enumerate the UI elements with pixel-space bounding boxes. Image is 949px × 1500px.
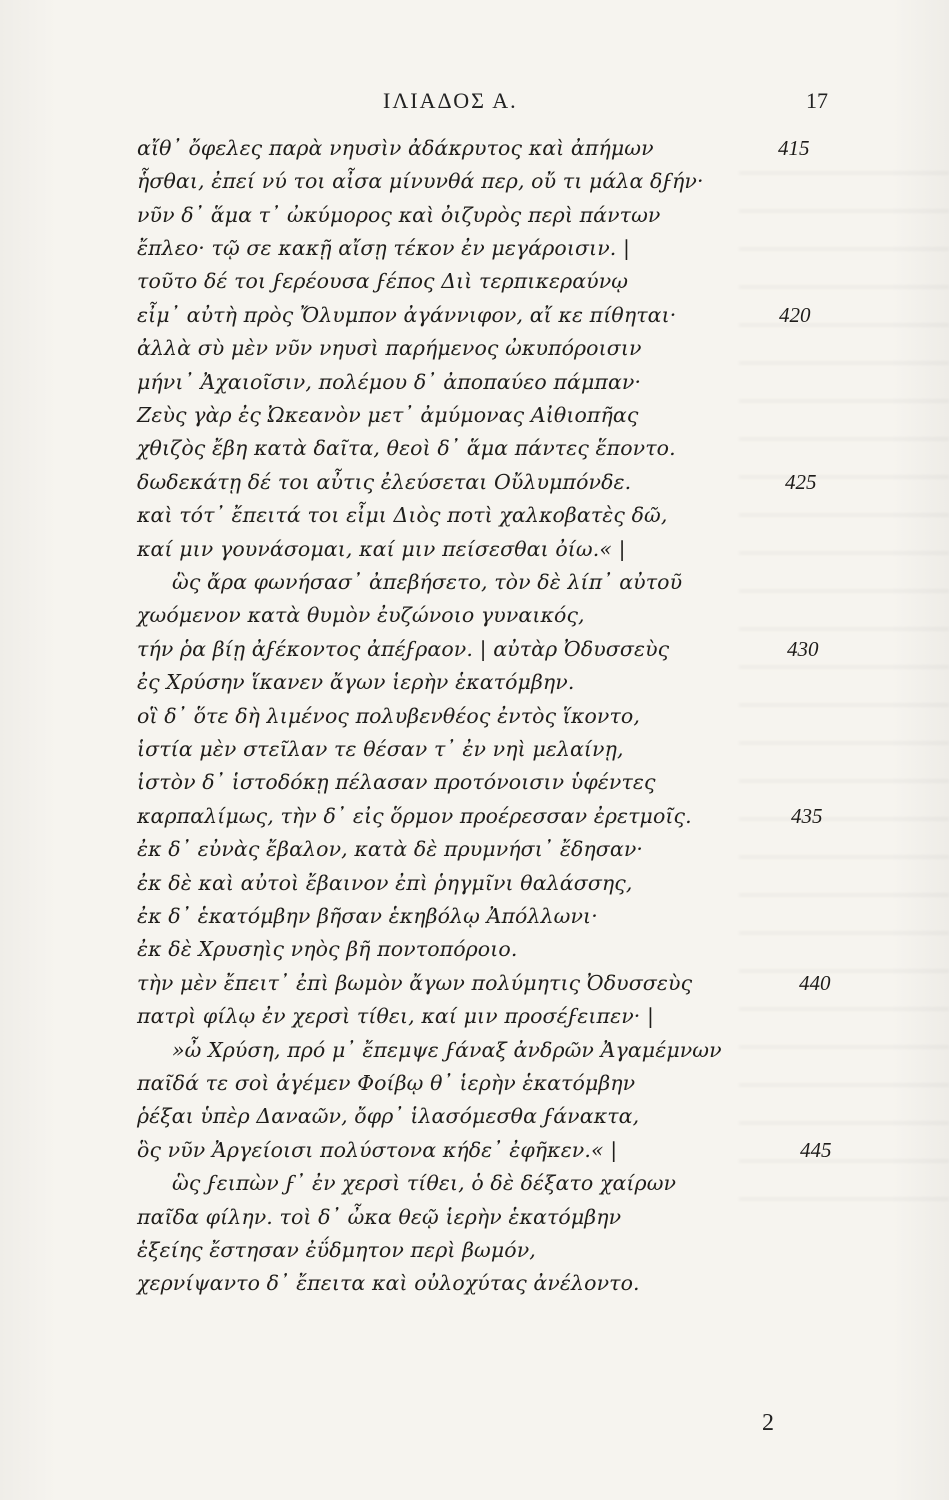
signature-mark: 2 bbox=[762, 1410, 774, 1436]
verse-line bbox=[0, 470, 949, 500]
verse-text: ῥέξαι ὑπὲρ Δαναῶν, ὄφρ᾽ ἱλασόμεσθα ϝάνακτα, bbox=[137, 1104, 640, 1128]
verse-line bbox=[0, 737, 949, 767]
verse-line bbox=[0, 303, 949, 333]
verse-text: νῦν δ᾽ ἅμα τ᾽ ὠκύμορος καὶ ὀιζυρὸς περὶ πάντων bbox=[137, 203, 661, 227]
verse-text: Ζεὺς γὰρ ἐς Ὠκεανὸν μετ᾽ ἀμύμονας Αἰθιοπῆας bbox=[137, 403, 639, 427]
verse-text: ὃς νῦν Ἀργείοισι πολύστονα κήδε᾽ ἐφῆκεν.« | bbox=[137, 1138, 618, 1162]
verse-line bbox=[0, 871, 949, 901]
line-number: 440 bbox=[799, 971, 831, 995]
verse-text: δωδεκάτῃ δέ τοι αὖτις ἐλεύσεται Οὔλυμπόνδε. bbox=[137, 470, 632, 494]
verse-text: πατρὶ φίλῳ ἐν χερσὶ τίθει, καί μιν προσέϝειπεν· | bbox=[137, 1004, 655, 1028]
verse-line bbox=[0, 904, 949, 934]
verse-line bbox=[0, 1238, 949, 1268]
verse-line bbox=[0, 1271, 949, 1301]
verse-text: ὣς ἄρα φωνήσασ᾽ ἀπεβήσετο, τὸν δὲ λίπ᾽ αὐτοῦ bbox=[172, 570, 683, 594]
verse-text: ἐκ δὲ καὶ αὐτοὶ ἔβαινον ἐπὶ ῥηγμῖνι θαλάσσης, bbox=[137, 871, 633, 895]
verse-line bbox=[0, 169, 949, 199]
verse-line bbox=[0, 971, 949, 1001]
verse-text: ἧσθαι, ἐπεί νύ τοι αἶσα μίνυνθά περ, οὔ τι μάλα δϝήν· bbox=[137, 169, 704, 193]
verse-line bbox=[0, 670, 949, 700]
verse-text: αἴθ᾽ ὄφελες παρὰ νηυσὶν ἀδάκρυτος καὶ ἀπήμων bbox=[137, 136, 654, 160]
verse-line bbox=[0, 1171, 949, 1201]
line-number: 415 bbox=[778, 136, 810, 160]
page-title: ΙΛΙΑΔΟΣ Α. bbox=[383, 88, 518, 113]
verse-text: καὶ τότ᾽ ἔπειτά τοι εἶμι Διὸς ποτὶ χαλκοβατὲς δῶ, bbox=[137, 503, 668, 527]
verse-line bbox=[0, 503, 949, 533]
verse-text: ἐκ δὲ Χρυσηὶς νηὸς βῆ ποντοπόροιο. bbox=[137, 937, 518, 961]
verse-line bbox=[0, 269, 949, 299]
verse-text: καρπαλίμως, τὴν δ᾽ εἰς ὅρμον προέρεσσαν ἐρετμοῖς. bbox=[137, 804, 692, 828]
verse-line bbox=[0, 336, 949, 366]
verse-text: ἱστὸν δ᾽ ἱστοδόκῃ πέλασαν προτόνοισιν ὑφέντες bbox=[137, 770, 656, 794]
verse-text: παῖδά τε σοὶ ἀγέμεν Φοίβῳ θ᾽ ἱερὴν ἑκατόμβην bbox=[137, 1071, 636, 1095]
verse-text: ἐκ δ᾽ εὐνὰς ἔβαλον, κατὰ δὲ πρυμνήσι᾽ ἔδησαν· bbox=[137, 837, 643, 861]
verse-line bbox=[0, 370, 949, 400]
verse-text: παῖδα φίλην. τοὶ δ᾽ ὦκα θεῷ ἱερὴν ἑκατόμβην bbox=[137, 1205, 622, 1229]
line-number: 425 bbox=[785, 470, 817, 494]
verse-line bbox=[0, 236, 949, 266]
verse-line bbox=[0, 937, 949, 967]
verse-text: χερνίψαντο δ᾽ ἔπειτα καὶ οὐλοχύτας ἀνέλοντο. bbox=[137, 1271, 640, 1295]
verse-text: ἔπλεο· τῷ σε κακῇ αἴσῃ τέκον ἐν μεγάροισιν. | bbox=[137, 236, 630, 260]
verse-text: ἐκ δ᾽ ἑκατόμβην βῆσαν ἑκηβόλῳ Ἀπόλλωνι· bbox=[137, 904, 598, 928]
verse-text: τοῦτο δέ τοι ϝερέουσα ϝέπος Διὶ τερπικεραύνῳ bbox=[137, 269, 629, 293]
verse-text: οἳ δ᾽ ὅτε δὴ λιμένος πολυβενθέος ἐντὸς ἵκοντο, bbox=[137, 704, 640, 728]
verse-text: ἱστία μὲν στεῖλαν τε θέσαν τ᾽ ἐν νηὶ μελαίνῃ, bbox=[137, 737, 624, 761]
verse-line bbox=[0, 1104, 949, 1134]
verse-text: τήν ῥα βίῃ ἀϝέκοντος ἀπέϝραον. | αὐτὰρ Ὀδυσσεὺς bbox=[137, 637, 670, 661]
verse-text: χωόμενον κατὰ θυμὸν ἐυζώνοιο γυναικός, bbox=[137, 603, 585, 627]
line-number: 420 bbox=[779, 303, 811, 327]
verse-line bbox=[0, 770, 949, 800]
verse-line bbox=[0, 637, 949, 667]
verse-text: χθιζὸς ἔβη κατὰ δαῖτα, θεοὶ δ᾽ ἅμα πάντες ἕποντο. bbox=[137, 436, 676, 460]
verse-line bbox=[0, 1205, 949, 1235]
verse-line bbox=[0, 570, 949, 600]
verse-line bbox=[0, 537, 949, 567]
line-number: 430 bbox=[787, 637, 819, 661]
verse-line bbox=[0, 704, 949, 734]
verse-line bbox=[0, 136, 949, 166]
verse-text: ἀλλὰ σὺ μὲν νῦν νηυσὶ παρήμενος ὠκυπόροισιν bbox=[137, 336, 642, 360]
verse-text: μήνι᾽ Ἀχαιοῖσιν, πολέμου δ᾽ ἀποπαύεο πάμπαν· bbox=[137, 370, 642, 394]
verse-text: ὣς ϝειπὼν ϝ᾽ ἐν χερσὶ τίθει, ὁ δὲ δέξατο χαίρων bbox=[172, 1171, 677, 1195]
verse-text: εἶμ᾽ αὐτὴ πρὸς Ὄλυμπον ἀγάννιφον, αἴ κε πίθηται· bbox=[137, 303, 677, 327]
verse-line bbox=[0, 203, 949, 233]
verse-line bbox=[0, 1071, 949, 1101]
verse-line bbox=[0, 1138, 949, 1168]
verse-line bbox=[0, 603, 949, 633]
verse-text: »ὦ Χρύση, πρό μ᾽ ἔπεμψε ϝάναξ ἀνδρῶν Ἀγαμέμνων bbox=[172, 1038, 722, 1062]
verse-line bbox=[0, 436, 949, 466]
verse-line bbox=[0, 837, 949, 867]
line-number: 435 bbox=[791, 804, 823, 828]
verse-line bbox=[0, 1004, 949, 1034]
verse-line bbox=[0, 804, 949, 834]
verse-text: τὴν μὲν ἔπειτ᾽ ἐπὶ βωμὸν ἄγων πολύμητις Ὀδυσσεὺς bbox=[137, 971, 693, 995]
verse-text: ἑξείης ἔστησαν ἐΰδμητον περὶ βωμόν, bbox=[137, 1238, 536, 1262]
verse-text: καί μιν γουνάσομαι, καί μιν πείσεσθαι ὀίω.« | bbox=[137, 537, 626, 561]
line-number: 445 bbox=[800, 1138, 832, 1162]
verse-text: ἐς Χρύσην ἵκανεν ἄγων ἱερὴν ἑκατόμβην. bbox=[137, 670, 575, 694]
verse-line bbox=[0, 403, 949, 433]
verse-line bbox=[0, 1038, 949, 1068]
page-number: 17 bbox=[806, 88, 828, 113]
